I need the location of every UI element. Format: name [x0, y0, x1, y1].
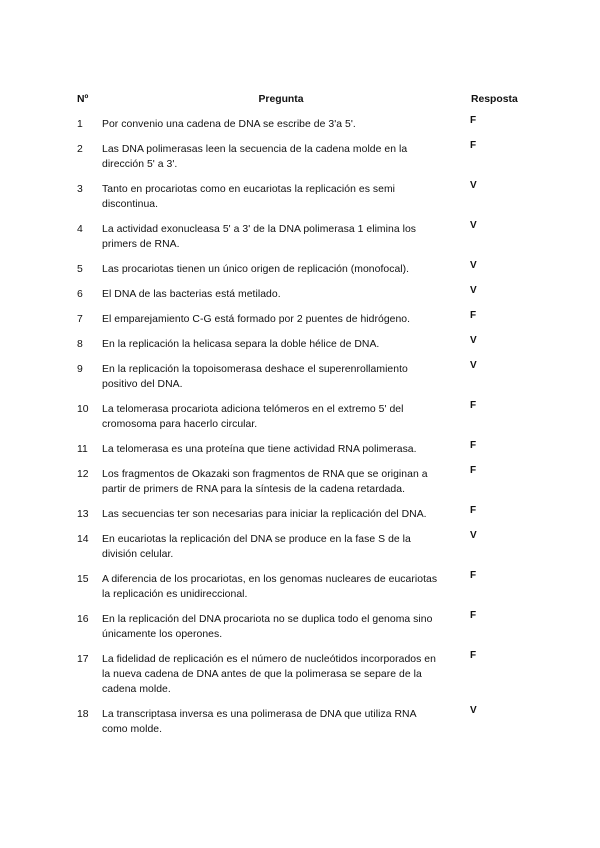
row-number: 1: [77, 119, 83, 130]
row-number: 15: [77, 574, 89, 585]
row-question: Las secuencias ter son necesarias para iniciar la replicación del DNA.: [102, 509, 427, 520]
row-answer: F: [470, 570, 477, 581]
table-row: [0, 142, 600, 172]
row-question: La actividad exonucleasa 5' a 3' de la DNA polimerasa 1 elimina los primers de RNA.: [102, 224, 417, 250]
row-answer: F: [470, 465, 477, 476]
row-answer: V: [470, 705, 477, 716]
table-row: [0, 707, 600, 737]
row-number: 18: [77, 709, 89, 720]
row-number: 3: [77, 184, 83, 195]
row-question: Las procariotas tienen un único origen de replicación (monofocal).: [102, 264, 410, 275]
row-answer: V: [470, 530, 477, 541]
table-row: [0, 117, 600, 132]
row-answer: F: [470, 650, 477, 661]
question-list: [0, 117, 600, 747]
row-answer: V: [470, 220, 477, 231]
row-answer: V: [470, 180, 477, 191]
row-answer: F: [470, 310, 477, 321]
table-header: [0, 92, 600, 108]
row-answer: V: [470, 285, 477, 296]
row-number: 5: [77, 264, 83, 275]
row-question: La telomerasa procariota adiciona telómeros en el extremo 5' del cromosoma para hacerlo circular.: [102, 404, 404, 430]
row-number: 16: [77, 614, 89, 625]
row-question: En la replicación la helicasa separa la doble hélice de DNA.: [102, 339, 380, 350]
row-number: 10: [77, 404, 89, 415]
row-answer: F: [470, 140, 477, 151]
row-question: Tanto en procariotas como en eucariotas la replicación es semi discontinua.: [102, 184, 396, 210]
row-question: La fidelidad de replicación es el número de nucleótidos incorporados en la nueva cadena de DNA antes de que la polimerasa se separe de la cadena molde.: [102, 654, 436, 695]
table-row: [0, 507, 600, 522]
row-answer: V: [470, 360, 477, 371]
row-question: La telomerasa es una proteína que tiene actividad RNA polimerasa.: [102, 444, 417, 455]
row-question: A diferencia de los procariotas, en los genomas nucleares de eucariotas la replicación es unidireccional.: [102, 574, 438, 600]
header-answer: Resposta: [471, 94, 518, 105]
header-question: Pregunta: [258, 94, 304, 105]
row-number: 13: [77, 509, 89, 520]
table-row: [0, 287, 600, 302]
row-number: 11: [77, 444, 88, 455]
row-question: Por convenio una cadena de DNA se escribe de 3'a 5'.: [102, 119, 356, 130]
table-row: [0, 532, 600, 562]
row-answer: F: [470, 115, 477, 126]
row-question: Los fragmentos de Okazaki son fragmentos de RNA que se originan a partir de primers de RNA para la síntesis de la cadena retardada.: [102, 469, 428, 495]
row-question: Las DNA polimerasas leen la secuencia de la cadena molde en la dirección 5' a 3'.: [102, 144, 408, 170]
table-row: [0, 612, 600, 642]
table-row: [0, 652, 600, 697]
row-question: El DNA de las bacterias está metilado.: [102, 289, 281, 300]
table-row: [0, 262, 600, 277]
row-number: 17: [77, 654, 89, 665]
row-number: 9: [77, 364, 83, 375]
row-number: 2: [77, 144, 83, 155]
row-number: 4: [77, 224, 83, 235]
row-answer: F: [470, 400, 477, 411]
row-question: En la replicación del DNA procariota no se duplica todo el genoma sino únicamente los operones.: [102, 614, 433, 640]
table-row: [0, 572, 600, 602]
row-answer: F: [470, 610, 477, 621]
row-number: 14: [77, 534, 89, 545]
row-number: 12: [77, 469, 89, 480]
header-number: Nº: [77, 94, 89, 105]
row-question: La transcriptasa inversa es una polimerasa de DNA que utiliza RNA como molde.: [102, 709, 417, 735]
row-answer: V: [470, 260, 477, 271]
table-row: [0, 467, 600, 497]
table-row: [0, 337, 600, 352]
table-row: [0, 442, 600, 457]
row-number: 6: [77, 289, 83, 300]
row-number: 7: [77, 314, 83, 325]
table-row: [0, 222, 600, 252]
table-row: [0, 362, 600, 392]
row-answer: F: [470, 505, 477, 516]
row-number: 8: [77, 339, 83, 350]
row-question: En eucariotas la replicación del DNA se produce en la fase S de la división celular.: [102, 534, 411, 560]
row-question: En la replicación la topoisomerasa deshace el superenrollamiento positivo del DNA.: [102, 364, 408, 390]
row-answer: F: [470, 440, 477, 451]
row-answer: V: [470, 335, 477, 346]
table-row: [0, 312, 600, 327]
table-row: [0, 182, 600, 212]
table-row: [0, 402, 600, 432]
row-question: El emparejamiento C-G está formado por 2 puentes de hidrógeno.: [102, 314, 411, 325]
